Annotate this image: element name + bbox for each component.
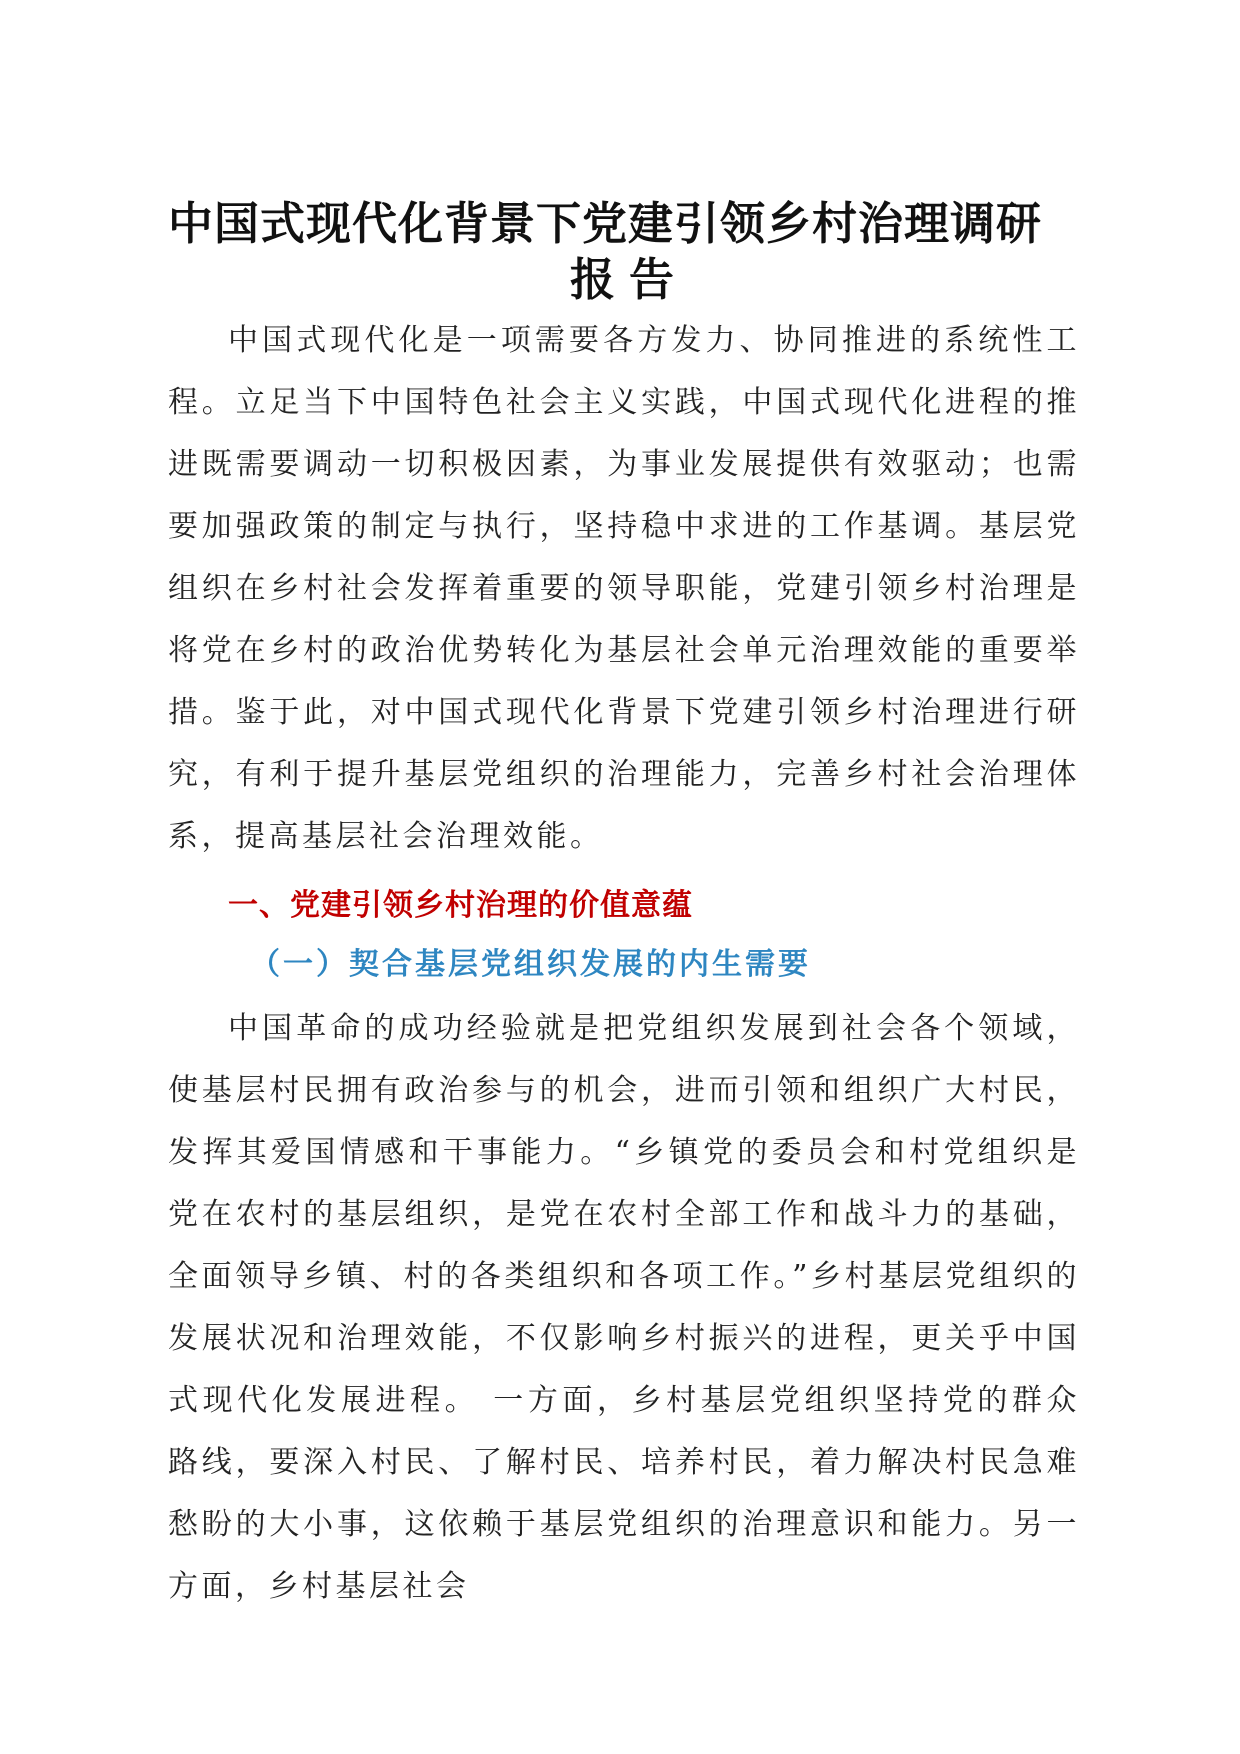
subsection-1-paragraph: 中国革命的成功经验就是把党组织发展到社会各个领域，使基层村民拥有政治参与的机会，进而引领和组织广大村民，发挥其爱国情感和干事能力。“乡镇党的委员会和村党组织是党在农村的基层组织，是党在农村全部工作和战斗力的基础，全面领导乡镇、村的各类组织和各项工作。”乡村基层党组织的发展状况和治理效能，不仅影响乡村振兴的进程，更关乎中国式现代化发展进程。 一方面，乡村基层党组织坚持党的群众路线，要深入村民、了解村民、培养村民，着力解决村民急难愁盼的大小事，这依赖于基层党组织的治理意识和能力。另一方面，乡村基层社会 — [168, 1011, 1080, 1604]
document-title — [168, 196, 1080, 308]
section-1-heading: 一、党建引领乡村治理的价值意蕴 — [228, 888, 693, 923]
document-title-line2: 报告 — [569, 253, 688, 306]
intro-paragraph: 中国式现代化是一项需要各方发力、协同推进的系统性工程。立足当下中国特色社会主义实践，中国式现代化进程的推进既需要调动一切积极因素，为事业发展提供有效驱动；也需要加强政策的制定与执行，坚持稳中求进的工作基调。基层党组织在乡村社会发挥着重要的领导职能，党建引领乡村治理是将党在乡村的政治优势转化为基层社会单元治理效能的重要举措。鉴于此，对中国式现代化背景下党建引领乡村治理进行研究，有利于提升基层党组织的治理能力，完善乡村社会治理体系，提高基层社会治理效能。 — [168, 323, 1080, 854]
document-title-line1: 中国式现代化背景下党建引领乡村治理调研 — [168, 197, 1043, 250]
document-page — [168, 196, 1080, 1618]
subsection-1-heading: （一）契合基层党组织发展的内生需要 — [250, 947, 811, 982]
